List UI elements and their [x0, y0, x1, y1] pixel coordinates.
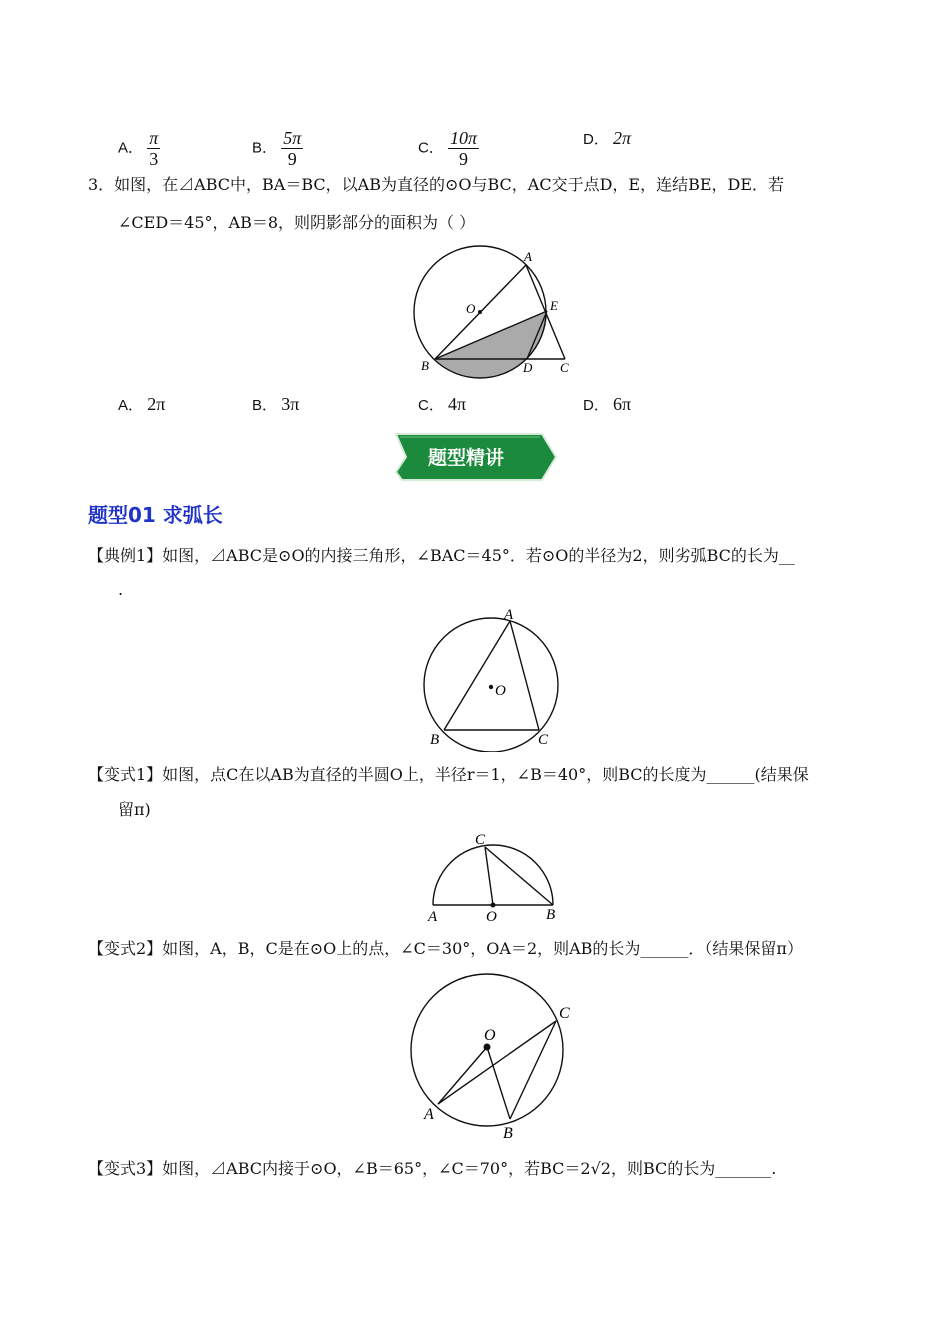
example1-figure — [415, 602, 565, 752]
variant1-segment-cb — [485, 847, 553, 905]
q3-figure — [405, 240, 590, 380]
variant2-segment-ob — [487, 1047, 510, 1119]
variant1-segment-co — [485, 847, 493, 905]
q3-label-o: O — [466, 301, 476, 316]
q3-option-b: B． 3π — [252, 394, 300, 414]
example1-center-point — [489, 685, 493, 689]
q3-option-d: D． 6π — [583, 394, 632, 414]
q2-option-c-fraction: $\frac{10\pi}{9}$ — [450, 128, 478, 169]
variant1-label-b: B — [546, 907, 556, 923]
section-badge-text: 题型精讲 — [428, 447, 505, 469]
variant2-label-c: C — [559, 1005, 570, 1022]
q2-option-d: D． 2π — [583, 128, 632, 148]
q3-text-line1: 3．如图，在⊿ABC中，BA＝BC，以AB为直径的⊙O与BC，AC交于点D，E，连结BE，DE．若 — [88, 175, 785, 194]
example1-segment-ab — [444, 621, 510, 730]
variant1-label-a: A — [428, 909, 438, 925]
variant1-label-c: C — [475, 832, 486, 848]
q3-center-point — [478, 310, 482, 314]
q2-option-c: C． $\frac{10\pi}{9}$ — [418, 128, 478, 169]
example1-text-line1: 【典例1】如图，⊿ABC是⊙O的内接三角形，∠BAC＝45°．若⊙O的半径为2，则劣弧BC的长为__ — [88, 546, 795, 565]
example1-text-line2: . — [118, 580, 124, 599]
variant2-figure — [400, 967, 580, 1145]
q3-label-a: A — [524, 249, 532, 264]
variant2-segment-ac — [438, 1021, 556, 1104]
section-heading: 题型01 求弧长 — [88, 503, 223, 527]
q3-label-b: B — [421, 358, 429, 373]
variant1-center-point — [491, 903, 496, 908]
q3-text-line2: ∠CED＝45°，AB＝8，则阴影部分的面积为（ ） — [118, 213, 476, 232]
q3-label-e: E — [550, 298, 558, 313]
variant2-text-line1: 【变式2】如图，A，B，C是在⊙O上的点，∠C＝30°，OA＝2，则AB的长为______．（结果保留π） — [88, 939, 803, 958]
example1-label-c: C — [538, 732, 549, 748]
q3-label-c: C — [560, 360, 569, 375]
q2-option-b: B． $\frac{5\pi}{9}$ — [252, 128, 302, 169]
example1-label-a: A — [504, 607, 514, 623]
example1-label-b: B — [430, 732, 440, 748]
example1-label-o: O — [495, 683, 506, 699]
variant1-figure — [420, 826, 570, 926]
variant2-label-a: A — [424, 1106, 434, 1123]
variant1-text-line2: 留π) — [118, 800, 151, 819]
example1-segment-ac — [510, 621, 539, 730]
variant2-center-point — [484, 1044, 491, 1051]
q3-label-d: D — [523, 360, 533, 375]
q3-option-c: C． 4π — [418, 394, 467, 414]
variant1-label-o: O — [486, 909, 497, 925]
q2-option-a-fraction: $\frac{\pi}{3}$ — [149, 128, 159, 169]
variant2-segment-bc — [510, 1021, 556, 1119]
q2-option-b-fraction: $\frac{5\pi}{9}$ — [283, 128, 302, 169]
variant3-text-line1: 【变式3】如图，⊿ABC内接于⊙O，∠B＝65°，∠C＝70°，若BC＝2√2，则BC的长为_______. — [88, 1159, 777, 1178]
variant2-label-b: B — [503, 1125, 513, 1142]
variant1-text-line1: 【变式1】如图，点C在以AB为直径的半圆O上，半径r＝1，∠B＝40°，则BC的长度为______(结果保 — [88, 765, 809, 784]
variant2-label-o: O — [484, 1027, 496, 1044]
q3-option-a: A． 2π — [118, 394, 166, 414]
q2-option-a: A． $\frac{\pi}{3}$ — [118, 128, 159, 169]
